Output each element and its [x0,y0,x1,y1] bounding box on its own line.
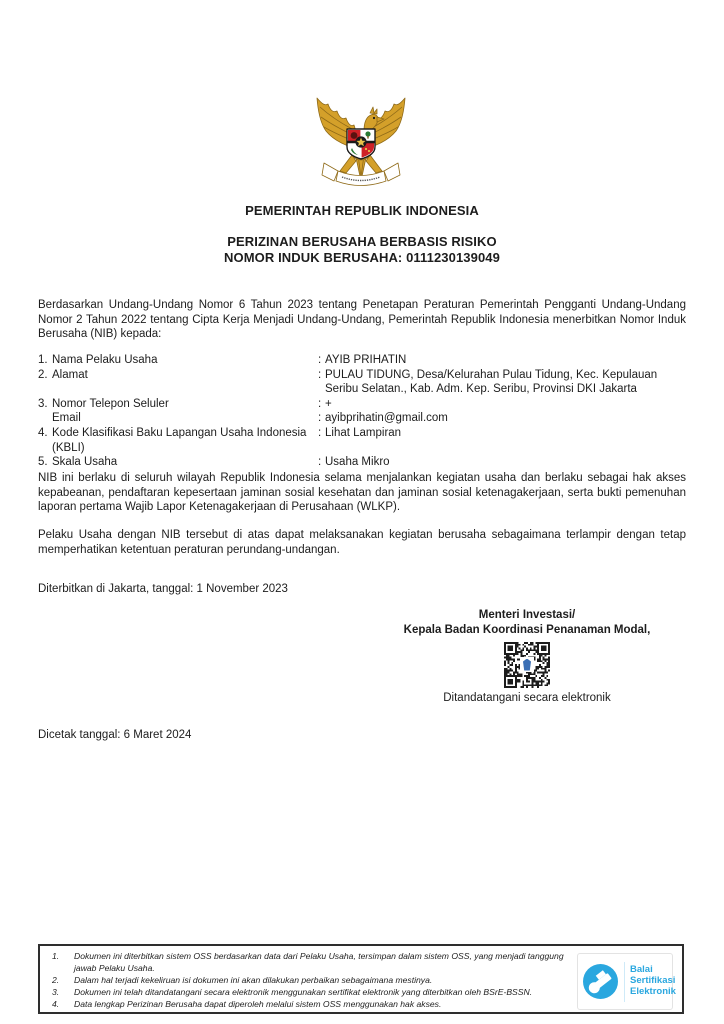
government-title: PEMERINTAH REPUBLIK INDONESIA [245,203,479,218]
field-value: Usaha Mikro [325,456,390,469]
footer-note-number: 2. [52,974,60,985]
signatory-title-line1: Menteri Investasi/ [478,609,576,621]
business-fields-list [38,353,688,470]
garuda-pancasila-emblem [314,92,408,188]
bsre-logo-line1: Balai [630,964,653,976]
footer-disclaimer-box [38,944,684,1014]
field-row-nama-pelaku-usaha [38,353,688,368]
field-number: 4. [38,426,48,439]
field-value: PULAU TIDUNG, Desa/Kelurahan Pulau Tidung, Kec. Kepulauan Seribu Selatan., Kab. Adm. Kep. Seribu, Provinsi DKI Jakarta [325,368,658,396]
field-value: AYIB PRIHATIN [325,354,407,366]
footer-note-text: Dokumen ini telah ditandatangani secara elektronik menggunakan sertifikat elektronik yang diterbitkan oleh BSrE-BSSN. [74,986,533,997]
field-label: Skala Usaha [52,456,118,469]
field-colon: : [318,397,322,410]
field-number: 3. [38,397,48,410]
issued-line: Diterbitkan di Jakarta, tanggal: 1 November 2023 [38,583,288,595]
field-value: Lihat Lampiran [325,426,402,439]
field-row-alamat [38,368,688,397]
qr-code [504,642,550,688]
footer-note-text: Dalam hal terjadi kekeliruan isi dokumen ini akan dilakukan perbaikan sebagaimana mestinya. [74,974,433,985]
bsre-qr-center-icon [520,657,534,672]
footer-note [52,975,580,987]
field-label: Kode Klasifikasi Baku Lapangan Usaha Indonesia (KBLI) [52,426,307,454]
bsre-key-icon [583,964,618,999]
nib-number: 0111230139049 [406,250,500,265]
footer-note-number: 1. [52,951,60,961]
field-number: 1. [38,354,48,366]
field-value: + [325,397,332,410]
bsre-logo-line2: Sertifikasi [630,975,676,987]
signature-block [378,608,676,706]
field-label: Nomor Telepon Seluler [52,397,169,410]
field-row-skala-usaha [38,455,688,470]
bsre-logo-text [630,965,676,997]
compliance-paragraph: Pelaku Usaha dengan NIB tersebut di atas dapat melaksanakan kegiatan berusaha sebagaimana terlampir dengan tetap memperhatikan ketentuan peraturan perundang-undangan. [38,529,686,556]
field-colon: : [318,354,322,366]
field-number: 5. [38,456,48,469]
printed-date-line: Dicetak tanggal: 6 Maret 2024 [38,729,192,741]
footer-note [52,951,580,975]
intro-paragraph: Berdasarkan Undang-Undang Nomor 6 Tahun 2023 tentang Penetapan Peraturan Pemerintah Pengganti Undang-Undang Nomor 2 Tahun 2022 tentang Cipta Kerja Menjadi Undang-Undang, Pemerintah Republik Indonesia menerbitkan Nomor Induk Berusaha (NIB) kepada: [38,299,686,341]
document-title: PERIZINAN BERUSAHA BERBASIS RISIKO [227,234,497,249]
footer-note [52,987,580,999]
field-colon: : [318,368,322,381]
field-label: Email [52,412,81,425]
nib-label: NOMOR INDUK BERUSAHA: [224,250,403,265]
footer-note-number: 3. [52,986,60,997]
field-row-email [38,411,688,426]
signatory-title-line2: Kepala Badan Koordinasi Penanaman Modal, [403,623,651,636]
bsre-logo-line3: Elektronik [630,985,676,997]
field-row-kbli [38,426,688,455]
field-colon: : [318,426,322,439]
field-colon: : [318,456,322,469]
validity-paragraph: NIB ini berlaku di seluruh wilayah Republik Indonesia selama menjalankan kegiatan usaha dan berlaku sebagai hak akses kepabeanan, pendaftaran kepesertaan jaminan sosial kesehatan dan jaminan sosial ketenagakerjaan, serta bukti pemenuhan laporan pertama Wajib Lapor Ketenagakerjaan di Perusahaan (WLKP). [38,472,686,514]
footer-notes-list [52,951,580,1011]
field-colon: : [318,412,322,425]
logo-divider [624,962,625,1002]
field-value: ayibprihatin@gmail.com [325,412,448,425]
footer-note-text: Data lengkap Perizinan Berusaha dapat diperoleh melalui sistem OSS menggunakan hak akses. [74,998,442,1009]
field-label: Nama Pelaku Usaha [52,354,158,366]
field-label: Alamat [52,368,88,381]
footer-note [52,999,580,1011]
footer-note-text: Dokumen ini diterbitkan sistem OSS berdasarkan data dari Pelaku Usaha, tersimpan dalam sistem OSS, yang menjadi tanggung jawab Pelaku Usaha. [74,951,564,973]
field-number: 2. [38,368,48,381]
footer-note-number: 4. [52,998,60,1009]
electronic-signature-note: Ditandatangani secara elektronik [443,692,611,704]
nib-number-line [0,250,724,265]
balai-sertifikasi-elektronik-logo [577,953,676,1010]
field-row-telepon [38,397,688,412]
